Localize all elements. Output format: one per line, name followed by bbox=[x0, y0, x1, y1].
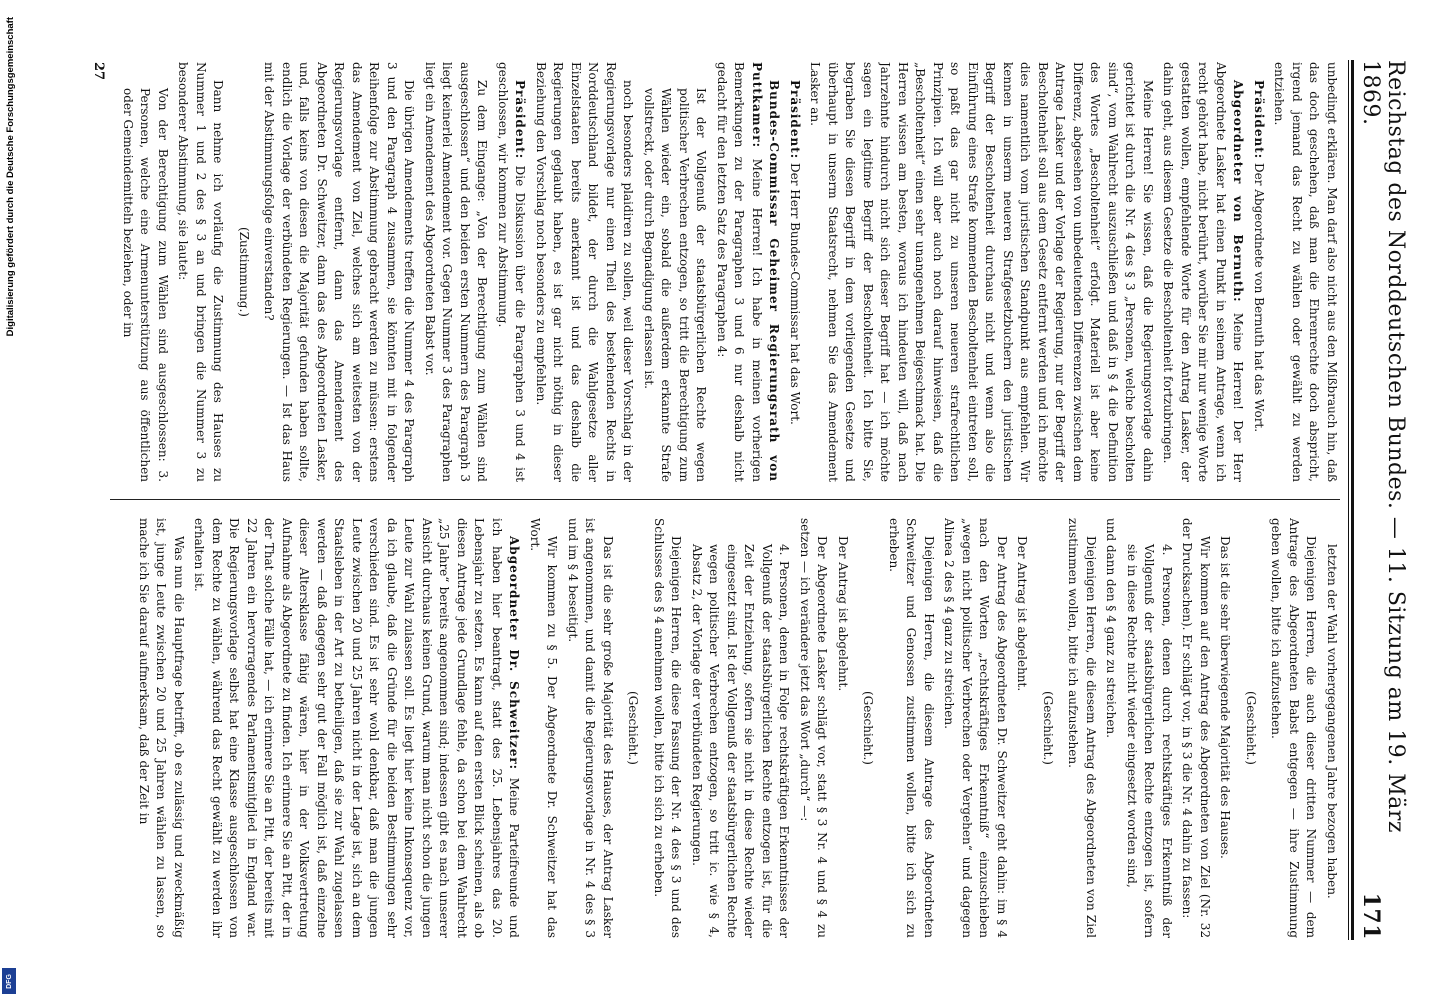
dfg-logo-icon bbox=[2, 968, 16, 994]
right-quotation: 4. Personen, denen in Folge rechtskräftigen Erkenntnisses der Vollgenuß der staatsbürgerlichen Rechte entzogen ist, für die Zeit der Entziehung, sofern sie nicht in diese Rechte wieder eingesetzt sind. Ist der Vollgenuß der staatsbürgerlichen Rechte wegen politischer Verbrechen entzogen, so tritt ic. wie § 4, Absatz 2, der Vorlage der verbündeten Regierungen. bbox=[690, 544, 792, 938]
right-paragraph: Der Antrag des Abgeordneten Dr. Schweitzer geht dahin: im § 4 nach den Worten „rechtskräftiges Erkenntniß“ einzuschieben „wegen nicht politischer Verbrechen oder Vergehen“ und dagegen Alinea 2 des § 4 ganz zu streichen. bbox=[942, 518, 1009, 938]
right-paragraph: Diejenigen Herren, die diesem Antrage des Abgeordneten Schweitzer und Genossen zustimmen wollen, bitte ich sich zu erheben. bbox=[887, 518, 936, 938]
right-paragraph: Das ist die sehr überwiegende Majorität des Hauses. bbox=[1218, 536, 1233, 859]
right-paragraph: Diejenigen Herren, die diesem Antrag des Abgeordneten von Ziel zustimmen wollen, bitte ich aufzustehen. bbox=[1066, 518, 1098, 938]
header-title: Reichstag des Norddeutschen Bundes. — 11. Sitzung am 19. März 1869. bbox=[1358, 60, 1408, 833]
credit-text: Digitalisierung gefördert durch die Deutsche Forschungsgemeinschaft bbox=[5, 17, 16, 337]
right-paragraph: und dann den § 4 ganz zu streichen. bbox=[1104, 518, 1119, 738]
left-paragraph: unbedingt erklären. Man darf also nicht aus den Mißbrauch hin, daß das doch geschehen, daß man die Ehrenrechte doch abspricht, irgend jemand das Recht zu wählen oder gewählt zu werden entziehen. bbox=[1272, 62, 1339, 482]
speech-text: Die Diskussion über die Paragraphen 3 und 4 ist geschlossen, wir kommen zur Abstimmung. bbox=[496, 62, 528, 482]
left-speech bbox=[1159, 62, 1247, 482]
left-speech bbox=[494, 62, 529, 482]
speaker-name: Präsident: bbox=[513, 80, 528, 160]
right-quotation: 4. Personen, denen durch rechtskräftiges Erkenntniß der Vollgenuß der staatsbürgerlichen Rechte entzogen ist, sofern sie in diese Rechte nicht wieder eingesetzt worden sind, bbox=[1125, 544, 1174, 938]
header-rule-thin bbox=[1348, 60, 1349, 940]
left-paragraph: Meine Herren! Sie wissen, daß die Regierungsvorlage dahin gerichtet ist durch die Nr. 4 des § 3 „Personen, welche bescholten sind“, vom Wahlrecht auszuschließen und daß in § 4 die Definition des Wortes „Bescholtenheit“ erfolgt. Materiell ist aber keine Differenz, abgesehen von unbedeutenden Differenzen zwischen dem Antrage Lasker und der Vorlage der Regierung, nur der Begriff der Bescholtenheit soll aus dem Gesetz entfernt werden und ich möchte dies namentlich vom juristischen Standpunkt aus empfehlen. Wir kennen in unserm neueren Strafgesetzbuchern den juristischen Begriff der Bescholtenheit durchaus nicht und wenn also die Einführung eines Strafe kommenden Bescholtenheit eintreten soll, so paßt das gar nicht zu unseren neueren strafrechtlichen Prinzipien. Ich will aber auch noch darauf hinweisen, daß die „Bescholtenheit“ einen sehr unangenehmen Beigeschmack hat. Die Herren wissen am besten, woraus ich hindeuten will, daß nach Jahrzehnte hindurch nicht sich dieser Begriff hat — ich möchte sagen ein legitime Begriff der Bescholtenheit. Ich bitte Sie, begraben Sie diesen Begriff in dem vorliegenden Gesetze und überhaupt in unserm Staatsrecht, nehmen Sie das Amendement Lasker an. bbox=[808, 62, 1155, 482]
right-column bbox=[110, 518, 1340, 938]
left-speech bbox=[786, 62, 804, 482]
left-paragraph: noch besonders plaidiren zu sollen, weil dieser Vorschlag in der Regierungsvorlage nur einen Theil des bestehenden Rechts in Norddeutschland bildet, der durch die Wahlgesetze aller Einzelstaaten bereits anerkannt ist und das deshalb die Regierungen geglaubt haben, es ist gar nicht nöthig in dieser Beziehung den Vorschlag noch besonders zu empfehlen. bbox=[534, 62, 636, 482]
right-paragraph: Wir kommen auf den Antrag des Abgeordneten von Ziel (Nr. 32 der Drucksachen). Er schlägt vor, in § 3 die Nr. 4 dahin zu fassen: bbox=[1180, 518, 1212, 938]
speech-text: Der Herr Bundes-Commissar hat das Wort. bbox=[788, 159, 802, 425]
right-paragraph: Der Abgeordnete Lasker schlägt vor, statt § 3 Nr. 4 und § 4 zu setzen — ich verändere jetzt das Wort „durch“ —: bbox=[798, 518, 830, 938]
speech-text: Meine Herren! Ich habe in meinen vorherigen Bemerkungen zu der Paragraphen 3 und 6 nur deshalb nicht gedacht für den letzten Satz des Paragraphen 4: bbox=[715, 62, 764, 482]
speech-text: Meine Parteifreunde und ich haben hier beantragt, statt des 25. Lebensjahres das 20. Lebensjahr zu setzen. Es kann auf den ersten Blick scheinen, als ob diesen Antrage jede Grundlage fehle, da schon bei dem Wahlrecht „25 Jahre“ bereits angenommen sind; indessen gibt es nach unserer Ansicht durchaus keinen Grund, warum man nicht schon die jungen Leute zur Wahl zulassen soll. Es liegt hier keine Inkonsequenz vor, da ich glaube, daß die Gründe für die beiden Bestimmungen sehr verschieden sind. Es ist sehr wohl denkbar, daß man die jungen Leute zwischen 20 und 25 Jahren nicht in der Lage ist, sich an dem Staatsleben in der Art zu betheiligen, daß sie zur Wahl zugelassen werden — daß dagegen sehr gut der Fall möglich ist, daß einzelne dieser Altersklasse fähig wären, hier in der Volksvertretung Aufnahme als Abgeordnete zu finden. Ich erinnere Sie an Pitt, der in der That solche Fälle hat, — ich erinnere Sie an Pitt, der bereits mit 22 Jahren ein hervorragendes Parlamentsmitglied in England war. Die Regierungsvorlage selbst hat eine Klasse ausgeschlossen von dem Rechte zu wählen, während das Recht gewählt zu werden ihr erhalten ist. bbox=[192, 518, 522, 938]
speaker-name: Präsident: bbox=[1252, 80, 1266, 160]
digitization-credit bbox=[2, 0, 16, 1000]
speaker-name: Bundes-Commissar Geheimer Regierungsrath von Puttkamer: bbox=[750, 62, 782, 482]
right-speech bbox=[190, 518, 523, 938]
signature-mark: 27 bbox=[91, 62, 106, 81]
right-paragraph: Der Antrag ist abgelehnt. bbox=[1015, 536, 1030, 692]
right-remark: (Geschieht.) bbox=[1244, 691, 1258, 765]
right-paragraph: Das ist die sehr große Majorität des Hauses, der Antrag Lasker ist angenommen, und damit die Regierungsvorlage in Nr. 4 des § 3 und im § 4 beseitigt. bbox=[566, 518, 615, 938]
right-paragraph: Der Antrag ist abgelehnt. bbox=[836, 536, 850, 692]
right-remark: (Geschieht.) bbox=[1041, 691, 1055, 765]
speech-text: Meine Herren! Der Herr Abgeordnete Lasker hat einen Punkt in seinem Antrage, wenn ich recht gehört habe, nicht berührt, worüber Sie mir nur wenige Worte gestatten wollen, empfehlende Worte für den Antrag Lasker, der dahin geht, aus diesem Gesetze die Bescholtenheit fortzubringen. bbox=[1161, 62, 1246, 482]
left-quotation: Von der Berechtigung zum Wählen sind ausgeschlossen: 3. Personen, welche eine Armenunterstützung aus öffentlichen oder Gemeindemitteln beziehen, oder im bbox=[121, 88, 170, 482]
page-header bbox=[1358, 60, 1408, 940]
right-remark: (Geschieht.) bbox=[626, 691, 641, 765]
speaker-name: Abgeordneter von Bernuth: bbox=[1231, 80, 1246, 303]
speaker-name: Präsident: bbox=[788, 80, 802, 160]
right-paragraph: Was nun die Hauptfrage betrifft, ob es zulässig und zweckmäßig ist, junge Leute zwischen 20 und 25 Jahren wählen zu lassen, so mache ich Sie darauf aufmerksam, daß der Zeit in bbox=[137, 518, 186, 938]
left-paragraph: Dann nehme ich vorläufig die Zustimmung des Hauses zu Nummer 1 und 2 des § 3 an und bringen die Nummer 3 zu besonderer Abstimmung, sie lautet: bbox=[176, 62, 226, 482]
right-paragraph: Diejenigen Herren, die diese Fassung der Nr. 4 des § 3 und des Schlusses des § 4 annehmen wollen, bitte ich sich zu erheben. bbox=[652, 518, 684, 938]
speaker-name: Abgeordneter Dr. Schweitzer: bbox=[507, 536, 522, 771]
left-quotation: Ist der Vollgenuß der staatsbürgerlichen Rechte wegen politischer Verbrechen entzogen, so tritt die Berechtigung zum Wählen wieder ein, sobald die außerdem erkannte Strafe vollstreckt, oder durch Begnadigung erlassen ist. bbox=[642, 88, 709, 482]
right-quotation: letzten der Wahl vorhergegangenen Jahre bezogen haben. bbox=[1325, 544, 1339, 899]
header-rule bbox=[1351, 60, 1354, 940]
column-divider bbox=[110, 499, 1340, 500]
left-remark: (Zustimmung.) bbox=[237, 227, 251, 317]
page-number: 171 bbox=[1358, 892, 1384, 940]
left-speech bbox=[713, 62, 783, 482]
right-remark: (Geschieht.) bbox=[861, 691, 876, 765]
left-column bbox=[110, 62, 1340, 482]
right-paragraph: Wir kommen zu § 5. Der Abgeordnete Dr. Schweitzer hat das Wort. bbox=[528, 518, 560, 938]
speech-text: Der Abgeordnete von Bernuth hat das Wort. bbox=[1252, 159, 1266, 433]
left-paragraph: Zu dem Eingange: „Von der Berechtigung zum Wählen sind ausgeschlossen“ und den beiden ersten Nummern des Paragraph 3 liegt keinerlei Amendement vor. Gegen Nummer 3 des Paragraphen liegt ein Amendement des Abgeordneten Babst vor. bbox=[423, 62, 490, 482]
left-paragraph: Die übrigen Amendements treffen die Nummer 4 des Paragraph 3 und den Paragraph 4 zusammen, sie könnten mit in folgender Reihenfolge zur Abstimmung gebracht werden zu müssen: erstens das Amendement von Ziel, welches sich am weitesten von der Regierungsvorlage entfernt, dann das Amendement des Abgeordneten Dr. Schweitzer, dann das des Abgeordneten Lasker, und, falls keins von diesen die Majorität gefunden haben sollte, endlich die Vorlage der verbündeten Regierungen. — Ist das Haus mit der Abstimmungsfolge einverstanden? bbox=[262, 62, 417, 482]
left-speech bbox=[1250, 62, 1268, 482]
right-paragraph: Diejenigen Herren, die auch dieser dritten Nummer — dem Antrage des Abgeordneten Babst entgegen — ihre Zustimmung geben wollen, bitte ich aufzustehen. bbox=[1269, 518, 1319, 938]
dfg-logo-text: DFG bbox=[5, 973, 13, 989]
